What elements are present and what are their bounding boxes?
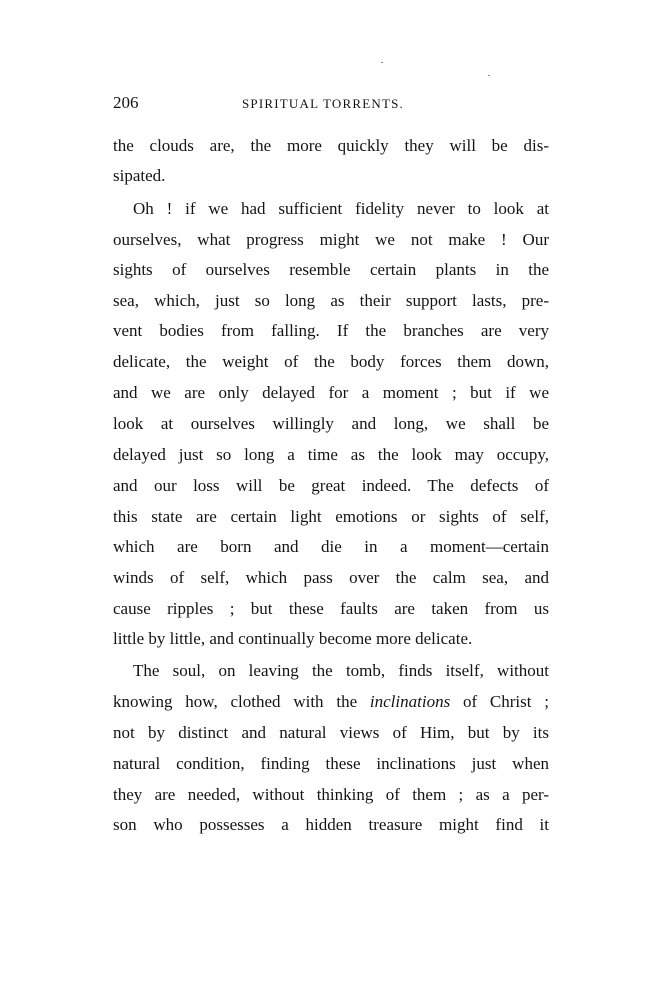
print-speck xyxy=(381,62,383,63)
text-line: little by little, and continually become more delicate. xyxy=(113,629,473,648)
text-line: natural condition, finding these inclinations just when xyxy=(113,754,549,773)
text-line: and we are only delayed for a moment ; but if we xyxy=(113,383,549,402)
print-speck xyxy=(488,75,490,76)
page-number: 206 xyxy=(113,93,139,112)
text-run: of Christ ; xyxy=(450,692,550,711)
text-line: delicate, the weight of the body forces them down, xyxy=(113,352,549,371)
emphasized-word: inclinations xyxy=(369,692,451,711)
text-line: The soul, on leaving the tomb, finds itself, without xyxy=(133,661,549,680)
page-header xyxy=(113,92,549,116)
text-line: which are born and die in a moment—certain xyxy=(113,537,549,556)
running-title: SPIRITUAL TORRENTS. xyxy=(242,96,404,111)
text-line: the clouds are, the more quickly they will be dis- xyxy=(113,136,549,155)
text-line xyxy=(113,690,549,714)
text-line: vent bodies from falling. If the branches are very xyxy=(113,321,549,340)
text-line: and our loss will be great indeed. The defects of xyxy=(113,476,549,495)
text-line: sipated. xyxy=(113,166,166,185)
text-run: knowing how, clothed with the xyxy=(113,692,370,711)
text-line: they are needed, without thinking of them ; as a per- xyxy=(113,785,549,804)
text-line: ourselves, what progress might we not make ! Our xyxy=(113,230,549,249)
text-line: look at ourselves willingly and long, we shall be xyxy=(113,414,549,433)
text-line: sea, which, just so long as their support lasts, pre- xyxy=(113,291,549,310)
text-line: cause ripples ; but these faults are taken from us xyxy=(113,599,549,618)
text-line: sights of ourselves resemble certain plants in the xyxy=(113,260,549,279)
text-line: this state are certain light emotions or sights of self, xyxy=(113,507,549,526)
text-line: not by distinct and natural views of Him, but by its xyxy=(113,723,549,742)
text-line: delayed just so long a time as the look may occupy, xyxy=(113,445,549,464)
text-line: son who possesses a hidden treasure might find it xyxy=(113,815,549,834)
text-line: Oh ! if we had sufficient fidelity never to look at xyxy=(133,199,549,218)
text-line: winds of self, which pass over the calm sea, and xyxy=(113,568,549,587)
